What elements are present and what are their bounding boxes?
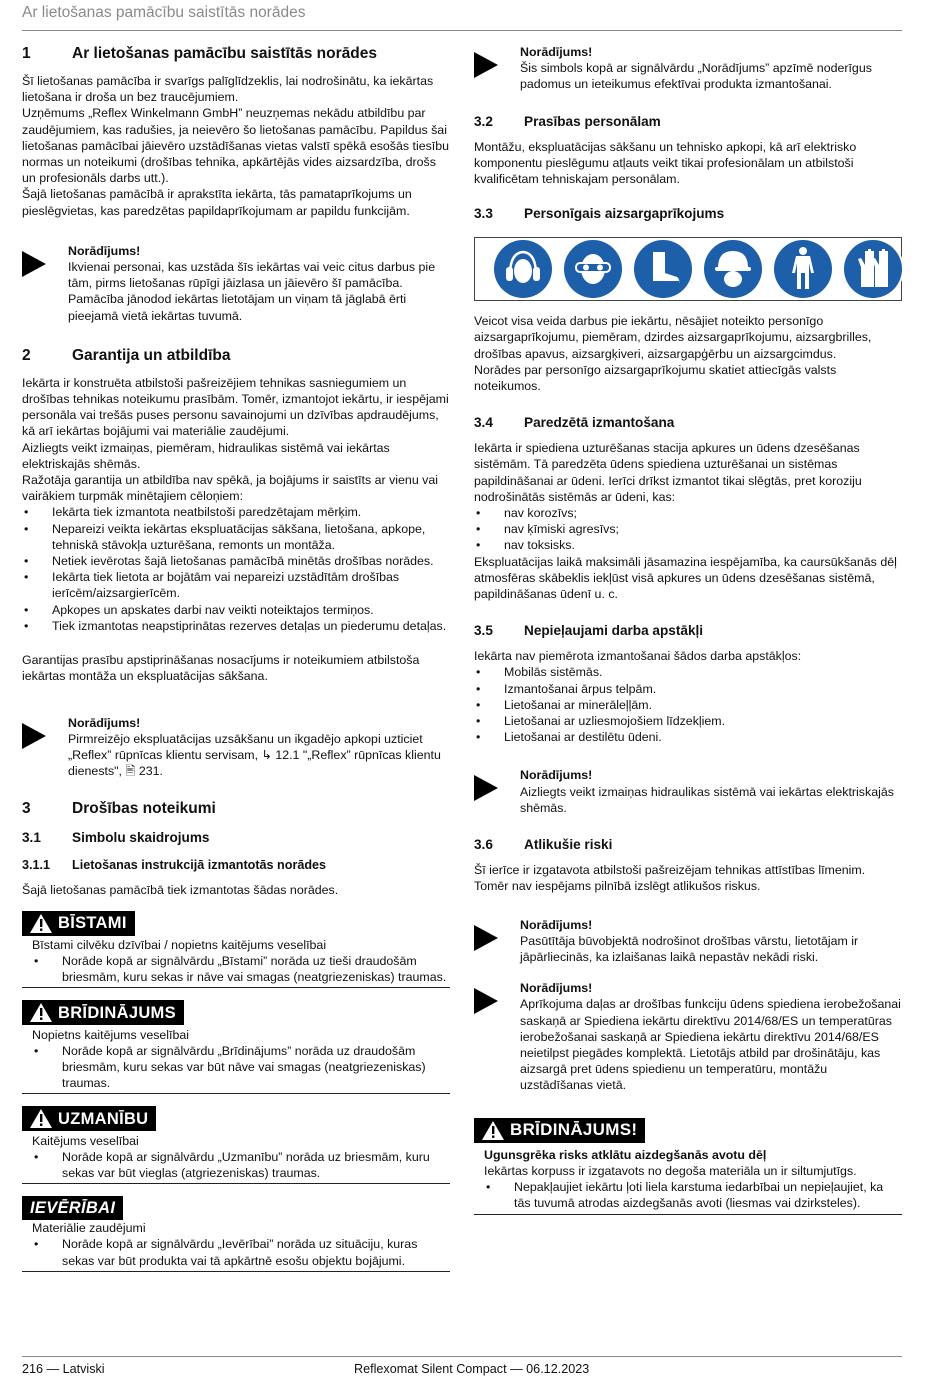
signal-caution <box>22 1106 450 1184</box>
signal-subtitle: Nopietns kaitējums veselībai <box>32 1027 190 1042</box>
safety-gloves-icon <box>841 237 905 301</box>
note-title: Norādījums! <box>520 768 593 783</box>
note-box <box>22 243 450 324</box>
note-title: Norādījums! <box>520 45 593 59</box>
play-arrow-icon <box>22 243 68 324</box>
safety-boots-icon <box>631 237 695 301</box>
paragraph: Ražotāja garantija un atbildība nav spēkā, ja bojājums ir saistīts ar vienu vai vairākiem turpmāk minētajiem cēloņiem: <box>22 473 438 504</box>
section-3-3-heading: 3.3 Personīgais aizsargaprīkojums <box>474 206 725 222</box>
paragraph: Garantijas prasību apstiprināšanas nosacījums ir noteikumiem atbilstoša iekārtas montāža un ekspluatācijas sākšana. <box>22 653 420 684</box>
paragraph: Ekspluatācijas laikā maksimāli jāsamazina iespējamība, ka caursūkšanās dēļ atmosfēras skābeklis iekļūst visā apkures un ūdens dzesēšanas sistēmā, papildināšanas ūdenī u. c. <box>474 554 897 602</box>
signal-badge: UZMANĪBU <box>22 1106 156 1131</box>
bullet-list <box>22 504 450 634</box>
note-text: Aprīkojuma daļas ar drošības funkciju ūdens spiediena ierobežošanai saskaņā ar Spiediena iekārtu direktīvu 2014/68/ES un temperatūras ierobežošanai saskaņā ar Spiediena iekārtu direktīvu 2014/68/ES neietilpst piegādes komplektā. Lietotājs atbild par drošinātāju, kas aizsargā pret ūdens spiedienu un temperatūru, montāžu uzstādīšanas vietā. <box>520 997 901 1093</box>
note-text: Šis simbols kopā ar signālvārdu „Norādījums” apzīmē noderīgus padomus un ieteikumus efektīvai produkta izmantošanai. <box>520 61 872 92</box>
signal-badge: IEVĒRĪBAI <box>22 1196 123 1220</box>
note-title: Norādījums! <box>68 243 141 258</box>
list-item: • Nepareizi veikta iekārtas ekspluatācijas sākšana, lietošana, apkope, tehniskā stāvokļa uzturēšana, remonts un montāža. <box>22 521 450 553</box>
right-column <box>474 44 902 1215</box>
page-footer <box>22 1356 902 1376</box>
note-text: Aizliegts veikt izmaiņas hidraulikas sistēmā vai iekārtas elektriskajās shēmās. <box>520 784 894 815</box>
left-column <box>22 44 450 1272</box>
paragraph: Šī ierīce ir izgatavota atbilstoši pašreizējam tehnikas attīstības līmenim. Tomēr nav iespējams pilnībā izslēgt atlikušos riskus. <box>474 863 866 894</box>
list-item: • Nepakļaujiet iekārtu ļoti liela karstuma iedarbībai un nepieļaujiet, ka tās tuvumā atrodas aizdegšanās avoti (liesmas vai dzirksteles). <box>484 1179 902 1211</box>
paragraph: Iekārta ir konstruēta atbilstoši pašreizējiem tehnikas sasniegumiem un drošības tehnikas noteikumu prasībām. Tomēr, izmantojot iekārtu, ir iespējami personāla vai trešās puses personu savainojumi un dzīvības apdraudējums, kā arī iekārtas bojājumi vai materiālie zaudējumi. <box>22 375 449 439</box>
signal-danger <box>22 911 450 989</box>
note-box <box>22 715 450 780</box>
paragraph: Veicot visa veida darbus pie iekārtu, nēsājiet noteikto personīgo aizsargaprīkojumu, piemēram, dzirdes aizsargaprīkojumu, aizsargbrilles, drošības apavus, aizsargķiveri, aizsargapģērbu un aizsargcimdus. <box>474 314 872 361</box>
document-title: Reflexomat Silent Compact — 06.12.2023 <box>354 1362 590 1376</box>
note-title: Norādījums! <box>68 715 141 730</box>
section-3-2-heading: 3.2 Prasības personālam <box>474 113 661 129</box>
paragraph: Aizliegts veikt izmaiņas, piemēram, hidraulikas sistēmā vai iekārtas elektriskajās shēmās. <box>22 440 390 471</box>
signal-badge: BRĪDINĀJUMS <box>22 1000 184 1025</box>
section-3-1-heading: 3.1 Simbolu skaidrojums <box>22 830 210 846</box>
list-item: • Norāde kopā ar signālvārdu „Bīstami” norāda uz tieši draudošām briesmām, kuru sekas ir nāve vai smagas (neatgriezeniskas) traumas. <box>32 953 450 985</box>
signal-subtitle: Materiālie zaudējumi <box>32 1221 146 1236</box>
signal-subtitle: Iekārtas korpuss ir izgatavots no degoša materiāla un ir siltumjutīgs. <box>484 1163 857 1178</box>
play-arrow-icon <box>22 715 68 780</box>
paragraph: Montāžu, ekspluatācijas sākšanu un tehnisko apkopi, kā arī elektrisko komponentu pieslēgumu atļauts veikt tikai profesionālam un atbilstoši kvalificētam tehniskajam personālam. <box>474 139 857 187</box>
section-3-4-heading: 3.4 Paredzētā izmantošana <box>474 415 675 431</box>
list-item: • Netiek ievērotas šajā lietošanas pamācībā minētās drošības norādes. <box>22 553 450 569</box>
play-arrow-icon <box>474 917 520 966</box>
signal-warning-fire <box>474 1118 902 1215</box>
section-1-heading: 1 Ar lietošanas pamācību saistītās norādes <box>22 45 377 62</box>
note-text: Ikvienai personai, kas uzstāda šīs iekārtas vai veic citus darbus pie tām, pirms lietošanas rūpīgi jāizlasa un jāievēro šī pamācība. Pamācība jānodod iekārtas lietotājam un viņam tā jāglabā ērti pieejamā vietā iekārtas tuvumā. <box>68 260 436 323</box>
warning-triangle-icon <box>30 914 52 933</box>
list-item: • Mobilās sistēmās. <box>474 664 902 680</box>
bullet-list <box>474 505 902 554</box>
play-arrow-icon <box>474 767 520 816</box>
list-item: • nav ķīmiski agresīvs; <box>474 521 902 537</box>
list-item: • Apkopes un apskates darbi nav veikti noteiktajos termiņos. <box>22 602 450 618</box>
paragraph: Norādes par personīgo aizsargaprīkojumu skatiet attiecīgās valsts noteikumos. <box>474 362 837 394</box>
hard-hat-icon <box>701 237 765 301</box>
signal-badge: BĪSTAMI <box>22 911 135 936</box>
signal-warning <box>22 1000 450 1094</box>
list-item: • Norāde kopā ar signālvārdu „Ievērībai” norāda uz situāciju, kuras sekas var būt produkta vai tā apkārtnē esošu objektu bojājumi. <box>32 1236 450 1268</box>
note-box <box>474 44 902 93</box>
list-item: • Norāde kopā ar signālvārdu „Brīdinājums” norāda uz draudošām briesmām, kuru sekas var būt nāve vai smagas (neatgriezeniskas) traumas. <box>32 1043 450 1092</box>
signal-subtitle: Kaitējums veselībai <box>32 1133 139 1148</box>
warning-triangle-icon <box>30 1003 52 1022</box>
paragraph: Šī lietošanas pamācība ir svarīgs palīglīdzeklis, lai nodrošinātu, ka iekārtas lietošana ir droša un bez traucējumiem. <box>22 74 434 105</box>
note-box <box>474 767 902 816</box>
signal-subtitle: Bīstami cilvēku dzīvībai / nopietns kaitējums veselībai <box>32 937 327 952</box>
note-title: Norādījums! <box>520 917 593 932</box>
paragraph: Uzņēmums „Reflex Winkelmann GmbH” neuzņemas nekādu atbildību par zaudējumiem, kas radušies, ja neievēro šo lietošanas pamācību. Papildus šai lietošanas pamācībai jāievēro uzstādīšanas vietas valstī spēkā esošās tiesību normas un noteikumi (drošības tehnika, apkārtējās vides aizsardzība, drošs un profesionāls darbs utt.). <box>22 106 450 186</box>
list-item: • Izmantošanai ārpus telpām. <box>474 681 902 697</box>
note-box <box>474 917 902 966</box>
note-text: Pasūtītāja būvobjektā nodrošinot drošības vārstu, lietotājam ir jāpārliecinās, ka izlaišanas laikā nepastāv nekādi riski. <box>520 933 859 964</box>
paragraph: Iekārta ir spiediena uzturēšanas stacija apkures un ūdens dzesēšanas sistēmām. Tā paredzēta ūdens spiediena uzturēšanai un sistēmas papildināšanai ar ūdeni. Ierīci drīkst izmantot tikai slēgtās, pret koroziju nodrošinātās sistēmās ar ūdeni, kas: <box>474 441 862 504</box>
list-item: • Lietošanai ar uzliesmojošiem līdzekļiem. <box>474 713 902 729</box>
protective-suit-icon <box>771 237 835 301</box>
list-item: • Iekārta tiek lietota ar bojātām vai nepareizi uzstādītām drošības ierīcēm/aizsargierīcēm. <box>22 569 450 601</box>
signal-badge: BRĪDINĀJUMS! <box>474 1118 645 1143</box>
signal-notice <box>22 1196 450 1272</box>
list-item: • Iekārta tiek izmantota neatbilstoši paredzētajam mērķim. <box>22 504 450 520</box>
note-text: Pirmreizējo ekspluatācijas uzsākšanu un ikgadējo apkopi uzticiet „Reflex” rūpnīcas klientu servisam, ↳ 12.1 "„Reflex” rūpnīcas klientu dienests", 🖹 231. <box>68 731 441 779</box>
paragraph: Šajā lietošanas pamācībā ir aprakstīta iekārta, tās pamataprīkojums un pieslēgvietas, kas paredzētas papildaprīkojumam ar papildu funkcijām. <box>22 187 412 218</box>
list-item: • nav toksisks. <box>474 537 902 553</box>
ear-protection-icon <box>491 237 555 301</box>
list-item: • Tiek izmantotas neapstiprinātas rezerves detaļas un piederumu detaļas. <box>22 618 450 634</box>
list-item: • Lietošanai ar minerāleļļām. <box>474 697 902 713</box>
note-box <box>474 980 902 1093</box>
safety-goggles-icon <box>561 237 625 301</box>
page-number: 216 — Latviski <box>22 1362 105 1376</box>
signal-title: Ugunsgrēka risks atklātu aizdegšanās avotu dēļ <box>484 1147 767 1162</box>
note-title: Norādījums! <box>520 981 593 996</box>
play-arrow-icon <box>474 980 520 1093</box>
list-item: • nav korozīvs; <box>474 505 902 521</box>
play-arrow-icon <box>474 44 520 93</box>
section-3-1-1-heading: 3.1.1 Lietošanas instrukcijā izmantotās norādes <box>22 858 327 873</box>
bullet-list <box>474 664 902 745</box>
list-item: • Lietošanai ar destilētu ūdeni. <box>474 729 902 745</box>
running-header: Ar lietošanas pamācību saistītās norādes <box>22 4 902 31</box>
warning-triangle-icon <box>482 1121 504 1140</box>
list-item: • Norāde kopā ar signālvārdu „Uzmanību” norāda uz briesmām, kuru sekas var būt vieglas (atgriezeniskas) traumas. <box>32 1149 450 1181</box>
section-3-5-heading: 3.5 Nepieļaujami darba apstākļi <box>474 623 704 639</box>
ppe-pictograms <box>474 237 902 301</box>
paragraph: Iekārta nav piemērota izmantošanai šādos darba apstākļos: <box>474 649 802 664</box>
section-2-heading: 2 Garantija un atbildība <box>22 346 231 364</box>
paragraph: Šajā lietošanas pamācībā tiek izmantotas šādas norādes. <box>22 883 339 898</box>
section-3-6-heading: 3.6 Atlikušie riski <box>474 837 613 853</box>
section-3-heading: 3 Drošības noteikumi <box>22 800 216 818</box>
warning-triangle-icon <box>30 1109 52 1128</box>
